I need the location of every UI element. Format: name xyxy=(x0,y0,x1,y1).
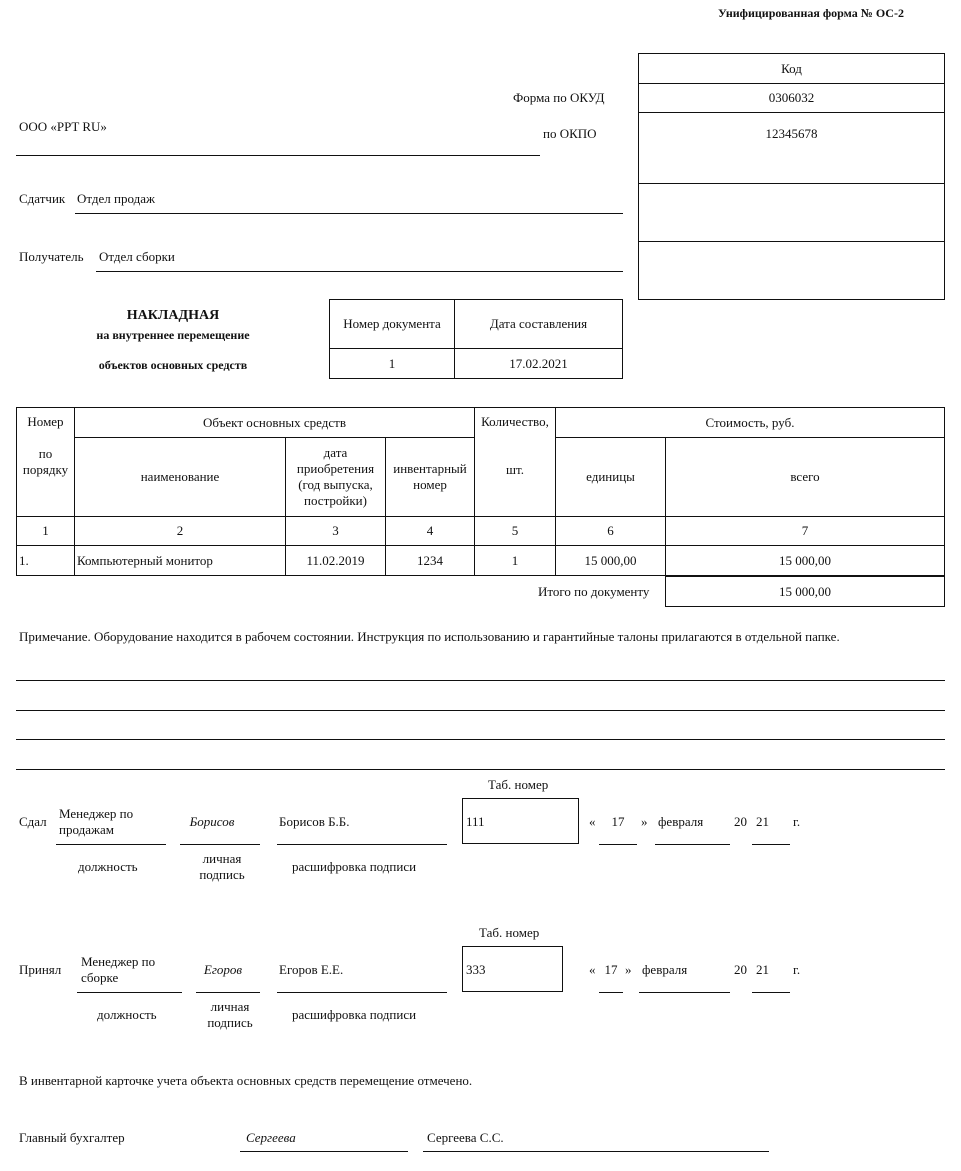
caption-signature: личная подпись xyxy=(207,999,253,1030)
handed-year: 21 xyxy=(756,814,769,829)
row-inventory-number: 1234 xyxy=(386,546,475,576)
handed-tab-label: Таб. номер xyxy=(488,777,549,792)
recipient-value: Отдел сборки xyxy=(99,249,175,264)
doc-subtitle-2: объектов основных средств xyxy=(98,358,248,372)
caption-signature: личная подпись xyxy=(199,851,245,882)
col-num-5: 5 xyxy=(475,517,556,546)
recipient-label: Получатель xyxy=(19,249,84,264)
table-row xyxy=(17,546,945,576)
header-quantity: Количество, шт. xyxy=(475,408,556,517)
chief-accountant-name: Сергеева С.С. xyxy=(427,1130,504,1145)
okpo-value: 12345678 xyxy=(765,126,818,141)
row-total-cost: 15 000,00 xyxy=(666,546,945,576)
header-name: наименование xyxy=(75,438,286,517)
chief-accountant-label: Главный бухгалтер xyxy=(19,1130,125,1145)
okpo-label: по ОКПО xyxy=(543,126,597,141)
handed-signature: Борисов xyxy=(189,814,235,829)
code-header: Код xyxy=(781,61,802,76)
okud-label: Форма по ОКУД xyxy=(513,90,605,105)
col-num-7: 7 xyxy=(666,517,945,546)
doc-number: 1 xyxy=(330,349,455,379)
header-unit-cost: единицы xyxy=(556,438,666,517)
header-total-cost: всего xyxy=(666,438,945,517)
handed-year-suffix: г. xyxy=(793,814,801,829)
col-num-6: 6 xyxy=(556,517,666,546)
caption-decoding: расшифровка подписи xyxy=(292,1007,417,1022)
received-signature: Егоров xyxy=(203,962,243,977)
organization-name: ООО «PPT RU» xyxy=(19,119,107,134)
row-acquisition-date: 11.02.2019 xyxy=(286,546,386,576)
received-month: февраля xyxy=(642,962,688,977)
handed-tab: 111 xyxy=(466,814,485,829)
received-year-prefix: 20 xyxy=(734,962,747,977)
header-inventory-number: инвентарный номер xyxy=(386,438,475,517)
handed-month: февраля xyxy=(658,814,704,829)
received-position: Менеджер по сборке xyxy=(81,954,156,985)
header-object: Объект основных средств xyxy=(75,408,475,438)
caption-decoding: расшифровка подписи xyxy=(292,859,417,874)
sender-label: Сдатчик xyxy=(19,191,66,206)
header-number: Номер по порядку xyxy=(17,408,75,517)
received-tab-label: Таб. номер xyxy=(479,925,540,940)
quote-close: » xyxy=(625,962,632,977)
quote-open: « xyxy=(589,814,596,829)
form-title: Унифицированная форма № ОС-2 xyxy=(718,6,904,20)
row-quantity: 1 xyxy=(475,546,556,576)
handed-label: Сдал xyxy=(19,814,47,829)
received-day: 17 xyxy=(604,962,618,977)
col-num-2: 2 xyxy=(75,517,286,546)
received-name: Егоров Е.Е. xyxy=(279,962,344,977)
col-num-3: 3 xyxy=(286,517,386,546)
received-year-suffix: г. xyxy=(793,962,801,977)
doc-date-header: Дата составления xyxy=(455,300,623,349)
chief-accountant-signature: Сергеева xyxy=(246,1130,296,1145)
row-number: 1. xyxy=(17,546,75,576)
quote-close: » xyxy=(641,814,648,829)
received-year: 21 xyxy=(756,962,769,977)
received-tab: 333 xyxy=(466,962,486,977)
doc-subtitle-1: на внутреннее перемещение xyxy=(96,328,250,342)
doc-title: НАКЛАДНАЯ xyxy=(126,308,220,323)
row-unit-cost: 15 000,00 xyxy=(556,546,666,576)
quote-open: « xyxy=(589,962,596,977)
caption-position: должность xyxy=(97,1007,157,1022)
doc-number-header: Номер документа xyxy=(330,300,455,349)
col-num-1: 1 xyxy=(17,517,75,546)
doc-date: 17.02.2021 xyxy=(455,349,623,379)
handed-year-prefix: 20 xyxy=(734,814,747,829)
sender-value: Отдел продаж xyxy=(77,191,155,206)
okud-value: 0306032 xyxy=(768,90,815,105)
handed-position: Менеджер по продажам xyxy=(59,806,134,837)
row-name: Компьютерный монитор xyxy=(75,546,286,576)
handed-day: 17 xyxy=(611,814,625,829)
assets-table xyxy=(16,407,945,576)
received-label: Принял xyxy=(19,962,62,977)
note: Примечание. Оборудование находится в рабочем состоянии. Инструкция по использованию и гарантийные талоны прилагаются в отдельной папке. xyxy=(19,629,840,644)
total-value: 15 000,00 xyxy=(779,584,831,599)
total-label: Итого по документу xyxy=(538,584,650,599)
doc-info-table xyxy=(329,299,623,379)
header-acquisition-date: дата приобретения (год выпуска, постройки) xyxy=(286,438,386,517)
caption-position: должность xyxy=(78,859,138,874)
handed-name: Борисов Б.Б. xyxy=(279,814,350,829)
col-num-4: 4 xyxy=(386,517,475,546)
header-cost: Стоимость, руб. xyxy=(556,408,945,438)
inventory-note: В инвентарной карточке учета объекта основных средств перемещение отмечено. xyxy=(19,1073,473,1088)
